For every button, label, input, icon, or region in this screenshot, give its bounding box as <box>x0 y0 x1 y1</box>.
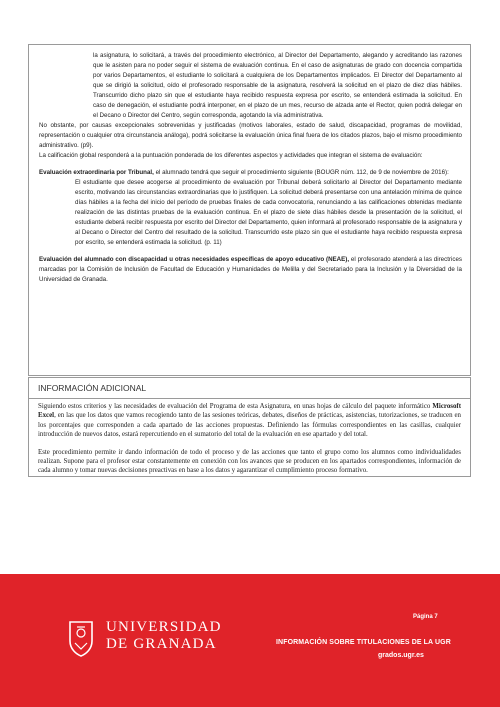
titulaciones-title: INFORMACIÓN SOBRE TITULACIONES DE LA UGR <box>276 639 451 646</box>
neae-title: Evaluación del alumnado con discapacidad u otras necesidades específicas de apoyo educativo (NEAE), <box>39 256 350 263</box>
global-grade-text: La calificación global responderá a la puntuación ponderada de los diferentes aspectos y actividades que integran el sistema de evaluación: <box>39 152 423 159</box>
exceptional-causes-text: No obstante, por causas excepcionales sobrevenidas y justificadas (motivos laborales, estado de salud, discapacidad, programas de movilidad, representación o cualquier otra circunstancia análoga), podrá solicitarse la evaluación única final fuera de los citados plazos, bajo el mismo procedimiento administrativo. (p9). <box>39 122 462 149</box>
footer-banner <box>0 574 500 707</box>
excel-paragraph <box>38 402 461 440</box>
university-crest-icon <box>68 619 94 657</box>
university-name-line2: DE GRANADA <box>106 636 217 652</box>
university-name <box>106 619 222 653</box>
excel-name: Microsoft Excel <box>38 403 461 420</box>
tribunal-title: Evaluación extraordinaria por Tribunal, <box>39 169 154 176</box>
excel-text-b: , en las que los datos que vamos recogiendo tanto de las sesiones teóricas, debates, diseños de prácticas, asistencias, tutorizaciones, se traducen en los porcentajes que corresponden a cada apartado de las acciones propuestas. Definiendo las fórmulas correspondientes en las casillas, cualquier introducción de nuevos datos, estará repercutiendo en el sumatorio del total de la evaluación en ese apartado y del total. <box>38 412 461 439</box>
page-number: Página 7 <box>413 614 438 620</box>
evaluation-section <box>28 44 471 376</box>
request-procedure-text: la asignatura, lo solicitará, a través del procedimiento electrónico, al Director del Departamento, alegando y acreditando las razones que le asisten para no poder seguir el sistema de evaluación continua. En el caso de asignaturas de grado con docencia compartida por varios Departamentos, el estudiante lo solicitará a cualquiera de los Departamentos implicados. El Director del Departamento al que se dirigió la solicitud, oído el profesorado responsable de la asignatura, resolverá la solicitud en el plazo de diez días hábiles. Transcurrido dicho plazo sin que el estudiante haya recibido respuesta expresa por escrito, se entenderá estimada la solicitud. En caso de denegación, el estudiante podrá interponer, en el plazo de un mes, recurso de alzada ante el Rector, quien podrá delegar en el Decano o Director del Centro, según corresponda, agotando la vía administrativa. <box>93 52 462 119</box>
additional-info-header: INFORMACIÓN ADICIONAL <box>29 378 470 399</box>
excel-text-a: Siguiendo estos criterios y las necesidades de evaluación del Programa de esta Asignatura, en unas hojas de cálculo del paquete informático <box>38 403 433 410</box>
website-link[interactable]: grados.ugr.es <box>378 652 424 659</box>
tribunal-quote: El estudiante que desee acogerse al procedimiento de evaluación por Tribunal deberá solicitarlo al Director del Departamento mediante escrito, motivando las circunstancias extraordinarias que lo justifiquen. La solicitud deberá presentarse con una antelación mínima de quince días hábiles a la fecha del inicio del período de pruebas finales de cada convocatoria, renunciando a las calificaciones obtenidas mediante realización de las distintas pruebas de la evaluación continua. En el plazo de siete días hábiles desde la presentación de la solicitud, el estudiante deberá recibir respuesta por escrito del Director del Departamento, quien informará al profesorado responsable de la asignatura y al Decano o Director del Centro del resultado de la solicitud. Transcurrido este plazo sin que el estudiante haya recibido respuesta expresa por escrito, se entenderá estimada la solicitud. (p. 11) <box>75 179 462 246</box>
additional-info-section <box>28 377 471 477</box>
tribunal-intro <box>39 168 462 178</box>
university-name-line1: UNIVERSIDAD <box>106 619 222 635</box>
neae-text <box>39 255 462 285</box>
procedure-paragraph: Este procedimiento permite ir dando información de todo el proceso y de las acciones que tanto el grupo como los alumnos como individualidades realizan. Supone para el profesor estar constantemente en conexión con los avances que se producen en los apartados correspondientes, información de cada alumno y tomar nuevas decisiones preactivas en base a los datos y agarantizar el cumplimiento proceso formativo. <box>38 448 461 475</box>
tribunal-intro-text: el alumnado tendrá que seguir el procedimiento siguiente (BOUGR núm. 112, de 9 de noviembre de 2016): <box>153 169 449 176</box>
neae-body: el profesorado atenderá a las directrices marcadas por la Comisión de Inclusión de Facultad de Educación y Humanidades de Melilla y del Secretariado para la Inclusión y la Diversidad de la Universidad de Granada. <box>39 256 462 283</box>
